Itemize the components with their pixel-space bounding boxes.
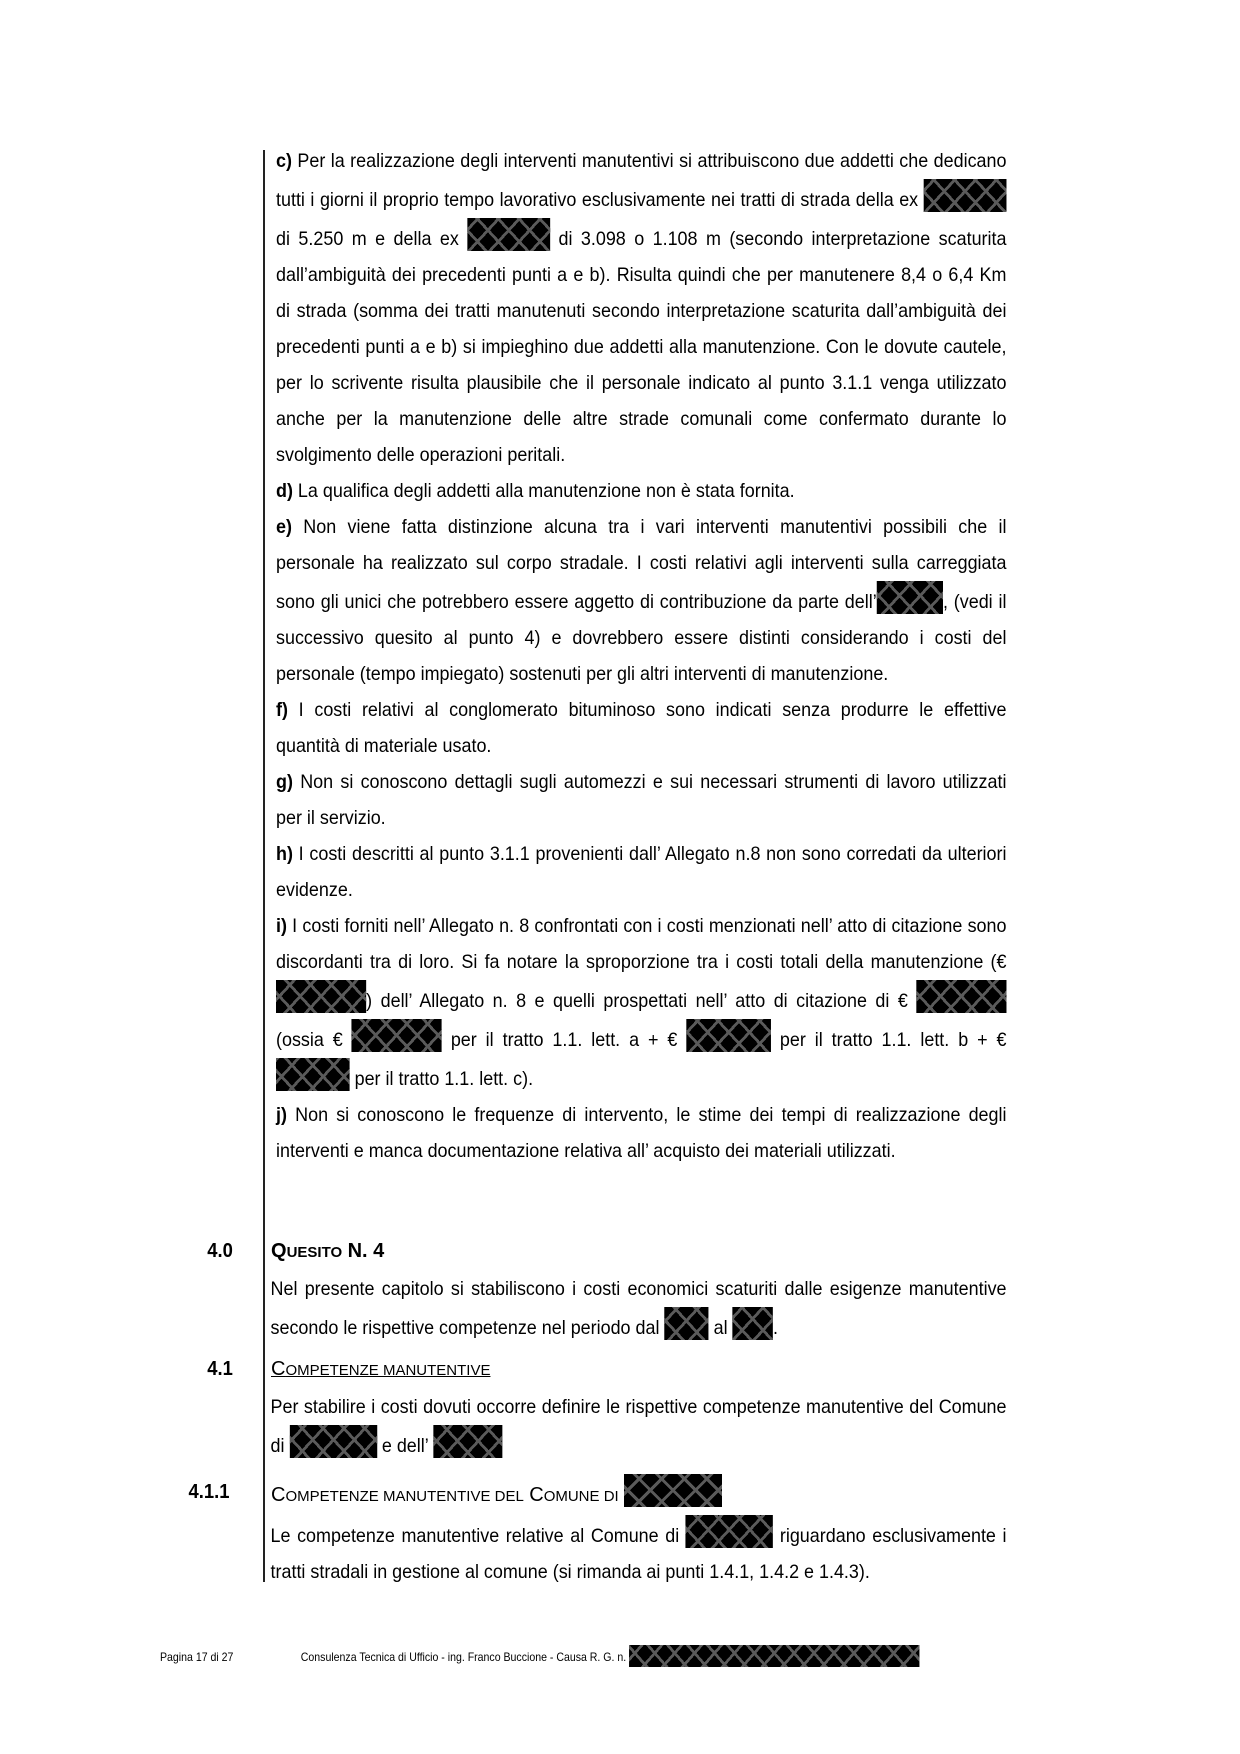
redaction xyxy=(916,980,1006,1013)
section-number: 4.0 xyxy=(207,1240,233,1262)
section-body: Per stabilire i costi dovuti occorre definire le rispettive competenze manutentive del Comune di e dell’ xyxy=(270,1396,1007,1457)
redaction xyxy=(352,1019,442,1052)
section-body: Le competenze manutentive relative al Comune di riguardano esclusivamente i tratti stradali in gestione al comune (si rimanda ai punti 1.4.1, 1.4.2 e 1.4.3). xyxy=(265,1515,1007,1590)
redaction xyxy=(733,1307,773,1340)
redaction xyxy=(924,179,1007,212)
section-number: 4.1.1 xyxy=(188,1481,230,1503)
section-4-0 xyxy=(207,1233,1075,1346)
redaction xyxy=(686,1019,771,1052)
remark-g: g) Non si conoscono dettagli sugli automezzi e sui necessari strumenti di lavoro utilizzati per il servizio. xyxy=(276,771,1007,829)
redaction xyxy=(686,1515,773,1548)
section-4-1-1 xyxy=(188,1474,1075,1590)
section-body: Nel presente capitolo si stabiliscono i costi economici scaturiti dalle esigenze manutentive secondo le rispettive competenze nel periodo dal al . xyxy=(270,1278,1007,1339)
page-number: Pagina 17 di 27 xyxy=(160,1650,234,1664)
section-number: 4.1 xyxy=(207,1358,233,1380)
redaction xyxy=(624,1474,722,1507)
redaction xyxy=(289,1425,376,1458)
section-title: COMPETENZE MANUTENTIVE xyxy=(271,1358,491,1380)
remark-f: f) I costi relativi al conglomerato bituminoso sono indicati senza produrre le effettive quantità di materiale usato. xyxy=(276,699,1007,757)
section-4-1 xyxy=(207,1351,1075,1464)
footer-reference: Consulenza Tecnica di Ufficio - ing. Franco Buccione - Causa R. G. n. xyxy=(301,1645,920,1669)
redaction xyxy=(629,1645,919,1667)
redaction xyxy=(877,581,943,614)
redaction xyxy=(276,1058,350,1091)
remark-i: i) I costi forniti nell’ Allegato n. 8 confrontati con i costi menzionati nell’ atto di citazione sono discordanti tra di loro. Si fa notare la sproporzione tra i costi totali della manutenzione (€ ) dell’ Allegato n. 8 e quelli prospettati nell’ atto di citazione di € (ossia € per il tratto 1.1. lett. a + € per il tratto 1.1. lett. b + € per il tratto 1.1. lett. c). xyxy=(276,915,1007,1090)
section-title: COMPETENZE MANUTENTIVE DEL COMUNE DI xyxy=(265,1474,1075,1515)
section-title: QUESITO N. 4 xyxy=(271,1240,385,1262)
remark-j: j) Non si conoscono le frequenze di intervento, le stime dei tempi di realizzazione degli interventi e manca documentazione relativa all’ acquisto dei materiali utilizzati. xyxy=(276,1104,1007,1162)
redaction xyxy=(276,980,366,1013)
redaction xyxy=(433,1425,502,1458)
remark-c: c) Per la realizzazione degli interventi manutentivi si attribuiscono due addetti che dedicano tutti i giorni il proprio tempo lavorativo esclusivamente nei tratti di strada della ex di 5.250 m e della ex di 3.098 o 1.108 m (secondo interpretazione scaturita dall’ambiguità dei precedenti punti a e b). Risulta quindi che per manutenere 8,4 o 6,4 Km di strada (somma dei tratti manutenuti secondo interpretazione scaturita dall’ambiguità dei precedenti punti a e b) si impieghino due addetti alla manutenzione. Con le dovute cautele, per lo scrivente risulta plausibile che il personale indicato al punto 3.1.1 venga utilizzato anche per la manutenzione delle altre strade comunali come confermato durante lo svolgimento delle operazioni peritali. xyxy=(276,150,1007,466)
remark-e: e) Non viene fatta distinzione alcuna tra i vari interventi manutentivi possibili che il personale ha realizzato sul corpo stradale. I costi relativi agli interventi sulla carreggiata sono gli unici che potrebbero essere aggetto di contribuzione da parte dell’ , (vedi il successivo quesito al punto 4) e dovrebbero essere distinti considerando i costi del personale (tempo impiegato) sostenuti per gli altri interventi di manutenzione. xyxy=(276,516,1007,685)
remarks-list xyxy=(276,143,1006,1169)
remark-d: d) La qualifica degli addetti alla manutenzione non è stata fornita. xyxy=(276,480,795,502)
remark-h: h) I costi descritti al punto 3.1.1 provenienti dall’ Allegato n.8 non sono corredati da ulteriori evidenze. xyxy=(276,843,1007,901)
redaction xyxy=(467,218,550,251)
redaction xyxy=(664,1307,708,1340)
